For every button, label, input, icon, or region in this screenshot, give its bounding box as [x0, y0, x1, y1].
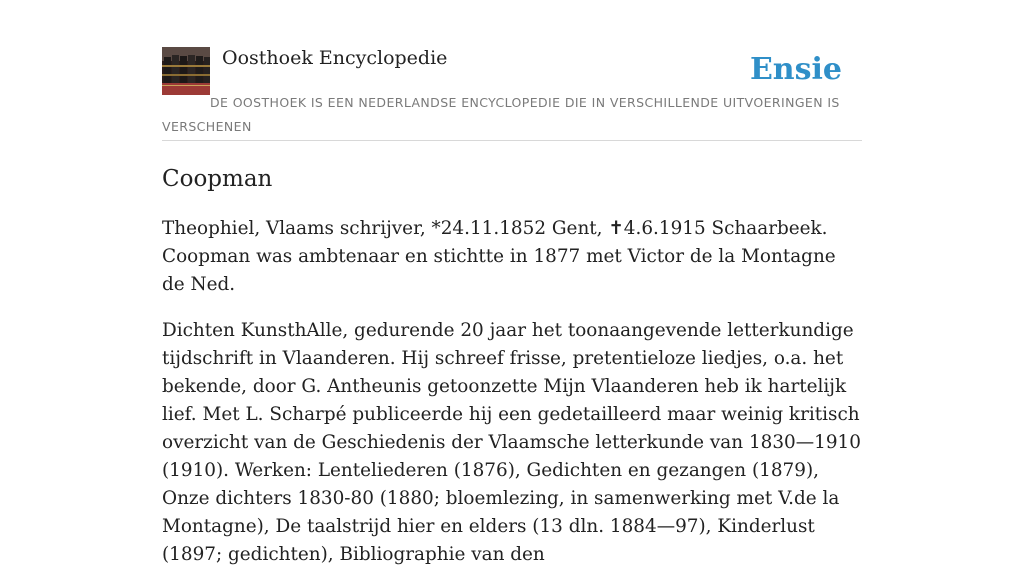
ensie-logo[interactable]: Ensie: [749, 52, 842, 87]
article-title: Coopman: [162, 166, 273, 192]
site-name[interactable]: Oosthoek Encyclopedie: [222, 47, 448, 69]
article-paragraph: Dichten KunsthAlle, gedurende 20 jaar het toonaangevende letterkundige tijdschrift in Vlaanderen. Hij schreef frisse, pretentieloze liedjes, o.a. het bekende, door G. Antheunis getoonzette Mijn Vlaanderen heb ik hartelijk lief. Met L. Scharpé publiceerde hij een gedetailleerd maar weinig kritisch overzicht van de Geschiedenis der Vlaamsche letterkunde van 1830—1910 (1910). Werken: Lenteliederen (1876), Gedichten en gezangen (1879), Onze dichters 1830-80 (1880; bloemlezing, in samenwerking met V.de la Montagne), De taalstrijd hier en elders (13 dln. 1884—97), Kinderlust (1897; gedichten), Bibliographie van den: [162, 320, 861, 565]
site-tagline: DE OOSTHOEK IS EEN NEDERLANDSE ENCYCLOPEDIE DIE IN VERSCHILLENDE UITVOERINGEN IS VERSCHENEN: [162, 95, 840, 134]
article-paragraph: Theophiel, Vlaams schrijver, *24.11.1852 Gent, ✝4.6.1915 Schaarbeek. Coopman was ambtenaar en stichtte in 1877 met Victor de la Montagne de Ned.: [162, 218, 836, 295]
content-container: [162, 44, 862, 569]
site-header: [162, 44, 862, 141]
books-icon: [162, 47, 210, 95]
encyclopedia-avatar[interactable]: [162, 47, 210, 95]
